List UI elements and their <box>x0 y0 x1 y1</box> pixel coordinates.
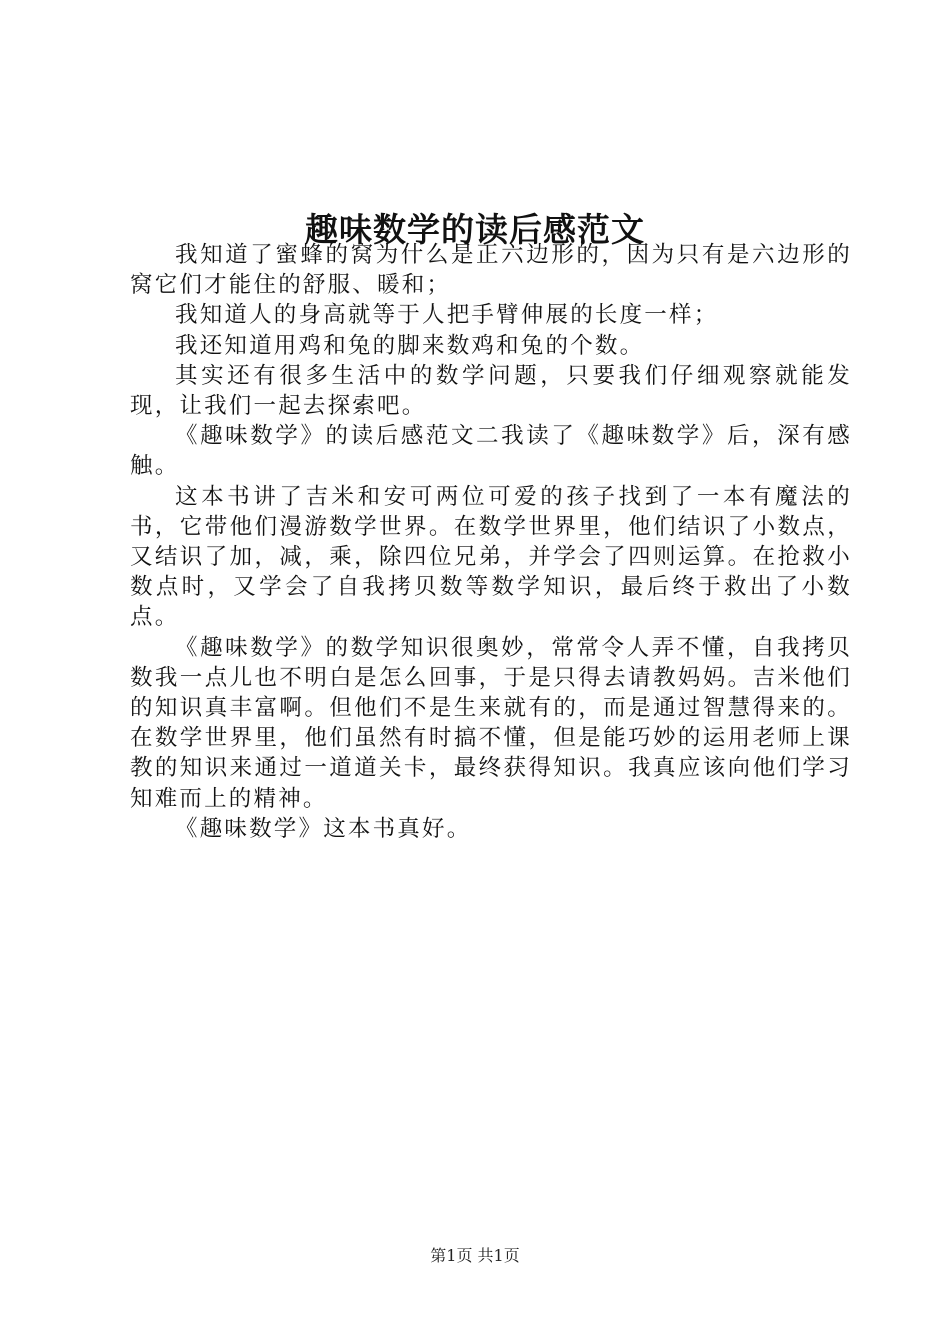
paragraph: 我知道了蜜蜂的窝为什么是正六边形的，因为只有是六边形的窝它们才能住的舒服、暖和； <box>130 242 852 299</box>
paragraph: 《趣味数学》的读后感范文二我读了《趣味数学》后，深有感触。 <box>130 423 852 480</box>
document-body <box>130 240 852 844</box>
paragraph: 其实还有很多生活中的数学问题，只要我们仔细观察就能发现，让我们一起去探索吧。 <box>130 362 852 420</box>
paragraph: 我知道人的身高就等于人把手臂伸展的长度一样； <box>175 302 719 329</box>
paragraph: 我还知道用鸡和兔的脚来数鸡和兔的个数。 <box>175 332 645 359</box>
paragraph: 《趣味数学》的数学知识很奥妙，常常令人弄不懂，自我拷贝数我一点儿也不明白是怎么回事，于是只得去请教妈妈。吉米他们的知识真丰富啊。但他们不是生来就有的，而是通过智慧得来的。在数学世界里，他们虽然有时搞不懂，但是能巧妙的运用老师上课教的知识来通过一道道关卡，最终获得知识。我真应该向他们学习知难而上的精神。 <box>130 634 852 812</box>
paragraph: 《趣味数学》这本书真好。 <box>175 815 472 842</box>
paragraph: 这本书讲了吉米和安可两位可爱的孩子找到了一本有魔法的书，它带他们漫游数学世界。在数学世界里，他们结识了小数点，又结识了加，减，乘，除四位兄弟，并学会了四则运算。在抢救小数点时，又学会了自我拷贝数等数学知识，最后终于救出了小数点。 <box>130 483 852 631</box>
document-title: 趣味数学的读后感范文 <box>305 210 645 250</box>
page-footer: 第1页 共1页 <box>430 1246 520 1265</box>
